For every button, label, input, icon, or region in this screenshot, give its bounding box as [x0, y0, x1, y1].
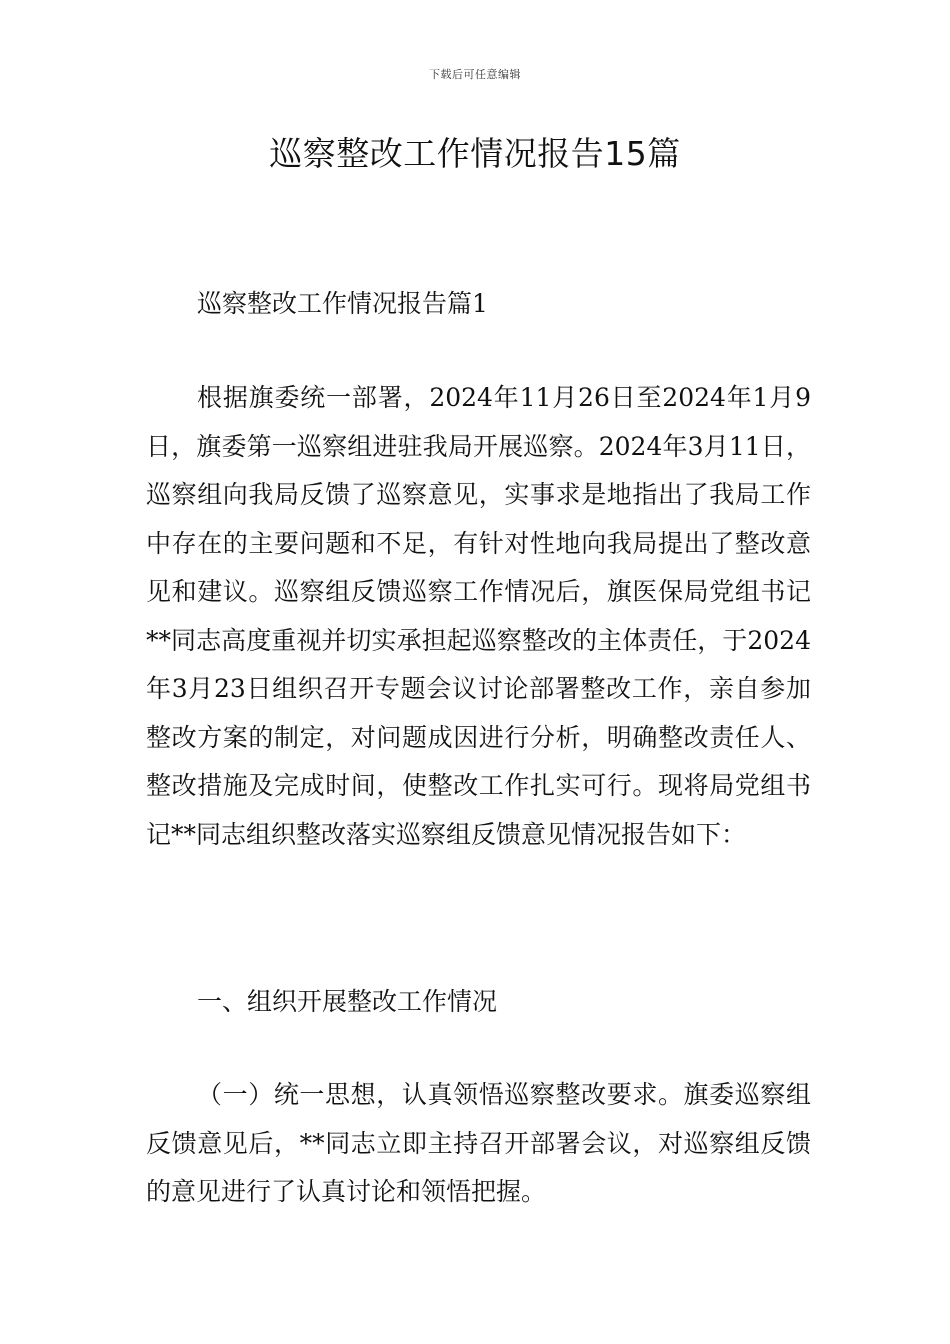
- article-heading: 巡察整改工作情况报告篇1: [197, 289, 488, 318]
- header-note: 下载后可任意编辑: [429, 68, 521, 81]
- document-title: 巡察整改工作情况报告15篇: [269, 134, 681, 173]
- section-heading-1: 一、组织开展整改工作情况: [197, 987, 498, 1016]
- body-paragraph-1: 根据旗委统一部署，2024年11月26日至2024年1月9日，旗委第一巡察组进驻我局开展巡察。2024年3月11日，巡察组向我局反馈了巡察意见，实事求是地指出了我局工作中存在的主要问题和不足，有针对性地向我局提出了整改意见和建议。巡察组反馈巡察工作情况后，旗医保局党组书记**同志高度重视并切实承担起巡察整改的主体责任，于2024年3月23日组织召开专题会议讨论部署整改工作，亲自参加整改方案的制定，对问题成因进行分析，明确整改责任人、整改措施及完成时间，使整改工作扎实可行。现将局党组书记**同志组织整改落实巡察组反馈意见情况报告如下：: [146, 383, 811, 849]
- body-paragraph-2: （一）统一思想，认真领悟巡察整改要求。旗委巡察组反馈意见后，**同志立即主持召开部署会议，对巡察组反馈的意见进行了认真讨论和领悟把握。: [146, 1080, 811, 1206]
